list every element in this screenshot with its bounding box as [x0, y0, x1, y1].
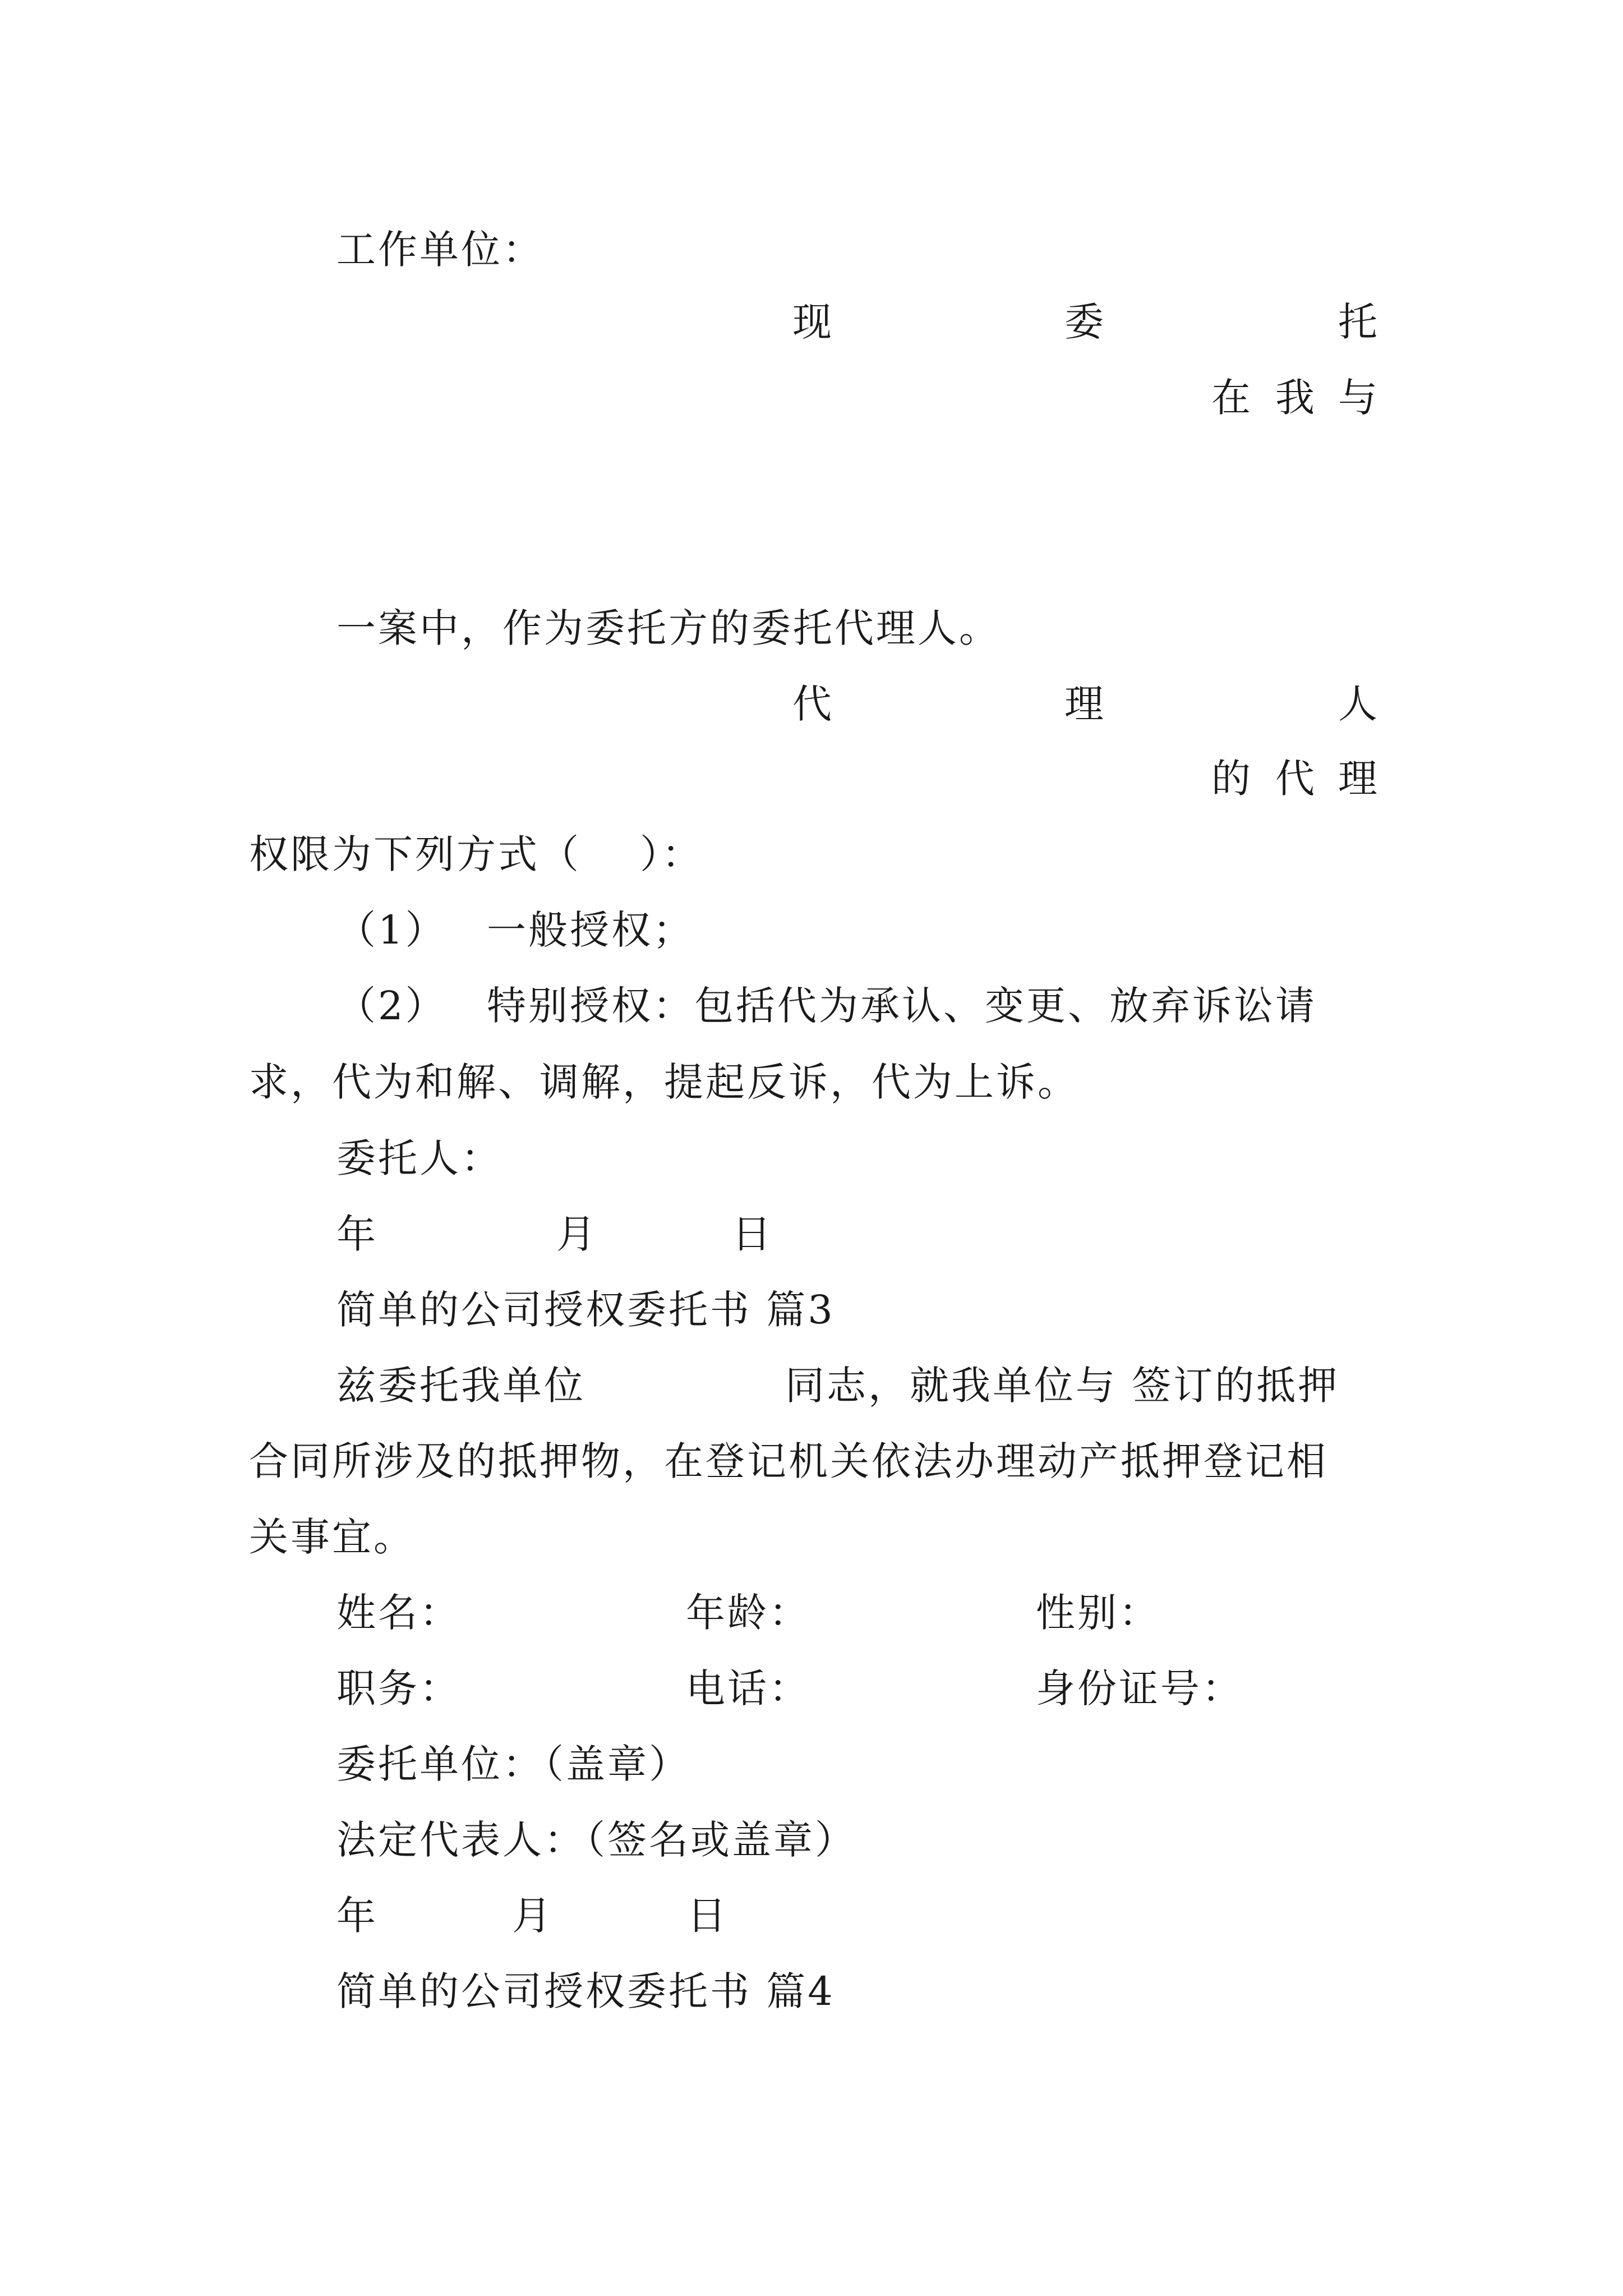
date2-year: 年 [336, 1893, 376, 1939]
option1-number: （1） [336, 907, 447, 953]
principal-label: 委托人： [336, 1135, 502, 1181]
phone-label: 电话： [686, 1665, 810, 1711]
date2-month: 月 [512, 1893, 551, 1939]
section3-line2: 合同所涉及的抵押物，在登记机关依法办理动产抵押登记相 [249, 1438, 1328, 1484]
date2-day: 日 [687, 1893, 726, 1939]
work-unit-label: 工作单位： [336, 227, 544, 273]
section3-line1-part2: 同志，就我单位与 签订的抵押 [785, 1363, 1340, 1409]
age-label: 年龄： [686, 1590, 810, 1636]
date1-year: 年 [336, 1211, 376, 1257]
section3-line3: 关事宜。 [249, 1514, 415, 1560]
date1-day: 日 [732, 1211, 771, 1257]
entrusting-unit-label: 委托单位：（盖章） [336, 1741, 690, 1787]
authority-line: 权限为下列方式（ ）： [249, 831, 704, 877]
option2-continuation: 求，代为和解、调解，提起反诉，代为上诉。 [249, 1059, 1079, 1105]
case-char-3: 与 [1338, 375, 1377, 421]
heading-section-4: 简单的公司授权委托书 篇4 [336, 1968, 835, 2014]
authority-char-3: 理 [1338, 756, 1377, 802]
case-line: 一案中，作为委托方的委托代理人。 [336, 605, 1000, 651]
agent-char-2: 理 [1064, 681, 1104, 727]
option2-text: 特别授权：包括代为承认、变更、放弃诉讼请 [487, 983, 1317, 1029]
gender-label: 性别： [1036, 1590, 1160, 1636]
legal-representative-label: 法定代表人：（签名或盖章） [336, 1817, 856, 1863]
option2-number: （2） [336, 983, 447, 1029]
case-char-2: 我 [1275, 375, 1315, 421]
option1-text: 一般授权； [487, 907, 694, 953]
case-char-1: 在 [1211, 375, 1251, 421]
entrust-char-2: 委 [1064, 299, 1104, 345]
agent-char-3: 人 [1338, 681, 1377, 727]
section3-line1-part1: 兹委托我单位 [336, 1363, 585, 1409]
agent-char-1: 代 [792, 681, 832, 727]
date1-month: 月 [556, 1211, 596, 1257]
entrust-char-3: 托 [1338, 299, 1377, 345]
entrust-char-1: 现 [792, 299, 832, 345]
name-label: 姓名： [336, 1590, 461, 1636]
heading-section-3: 简单的公司授权委托书 篇3 [336, 1287, 835, 1333]
authority-char-2: 代 [1275, 756, 1315, 802]
authority-char-1: 的 [1211, 756, 1251, 802]
id-number-label: 身份证号： [1036, 1665, 1243, 1711]
position-label: 职务： [336, 1665, 461, 1711]
